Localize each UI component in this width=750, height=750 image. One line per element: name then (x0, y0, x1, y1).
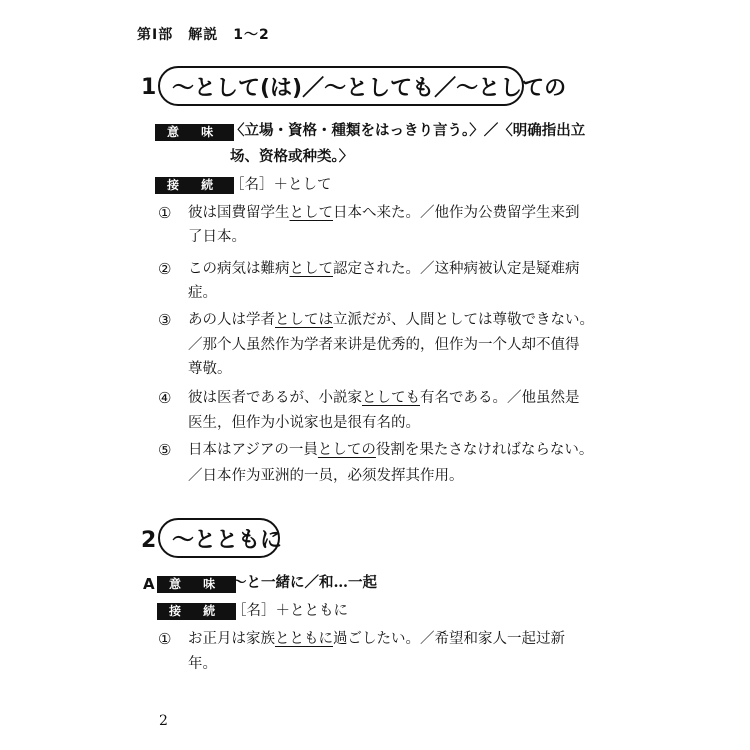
example-sentence: 彼は医者であるが、小説家としても有名である。／他虽然是 (188, 390, 580, 406)
example-translation: 尊敬。 (188, 361, 232, 377)
example-sentence: 日本はアジアの一員としての役割を果たさなければならない。 (188, 442, 594, 458)
example-translation: 医生，但作为小说家也是很有名的。 (188, 415, 420, 431)
example-translation: 症。 (188, 285, 217, 301)
meaning-text: 〈立場・資格・種類をはっきり言う。〉／〈明确指出立 (230, 122, 586, 139)
example-number: ① (158, 630, 172, 648)
section-number: 2 (141, 528, 157, 553)
connection-label: 接 続 (155, 177, 234, 194)
example-translation: ／日本作为亚洲的一员，必须发挥其作用。 (188, 468, 464, 484)
example-number: ① (158, 204, 172, 222)
meaning-label: 意 味 (157, 576, 236, 593)
example-sentence: あの人は学者としては立派だが、人間としては尊敬できない。 (188, 312, 594, 328)
section-title: 〜とともに (158, 518, 280, 558)
example-sentence: お正月は家族とともに過ごしたい。／希望和家人一起过新 (188, 631, 565, 647)
example-number: ② (158, 260, 172, 278)
meaning-label: 意 味 (155, 124, 234, 141)
example-number: ⑤ (158, 441, 172, 459)
example-translation: 年。 (188, 656, 217, 672)
connection-text: ［名］＋として (230, 177, 332, 193)
page-header: 第Ⅰ部 解説 1〜2 (137, 27, 270, 43)
section-title: 〜として(は)／〜としても／〜としての (158, 66, 524, 106)
example-sentence: 彼は国費留学生として日本へ来た。／他作为公费留学生来到 (188, 205, 580, 221)
connection-label: 接 続 (157, 603, 236, 620)
subsection-letter: A (143, 575, 155, 593)
example-translation: ／那个人虽然作为学者来讲是优秀的，但作为一个人却不值得 (188, 337, 580, 353)
example-number: ④ (158, 389, 172, 407)
meaning-text: 〜と一緒に／和…一起 (232, 574, 377, 591)
section-number: 1 (141, 75, 157, 100)
example-number: ③ (158, 311, 172, 329)
page-number: 2 (159, 713, 168, 729)
example-sentence: この病気は難病として認定された。／这种病被认定是疑难病 (188, 261, 580, 277)
example-translation: 了日本。 (188, 229, 246, 245)
connection-text: ［名］＋とともに (232, 603, 348, 619)
meaning-text: 场、资格或种类。〉 (230, 148, 354, 165)
